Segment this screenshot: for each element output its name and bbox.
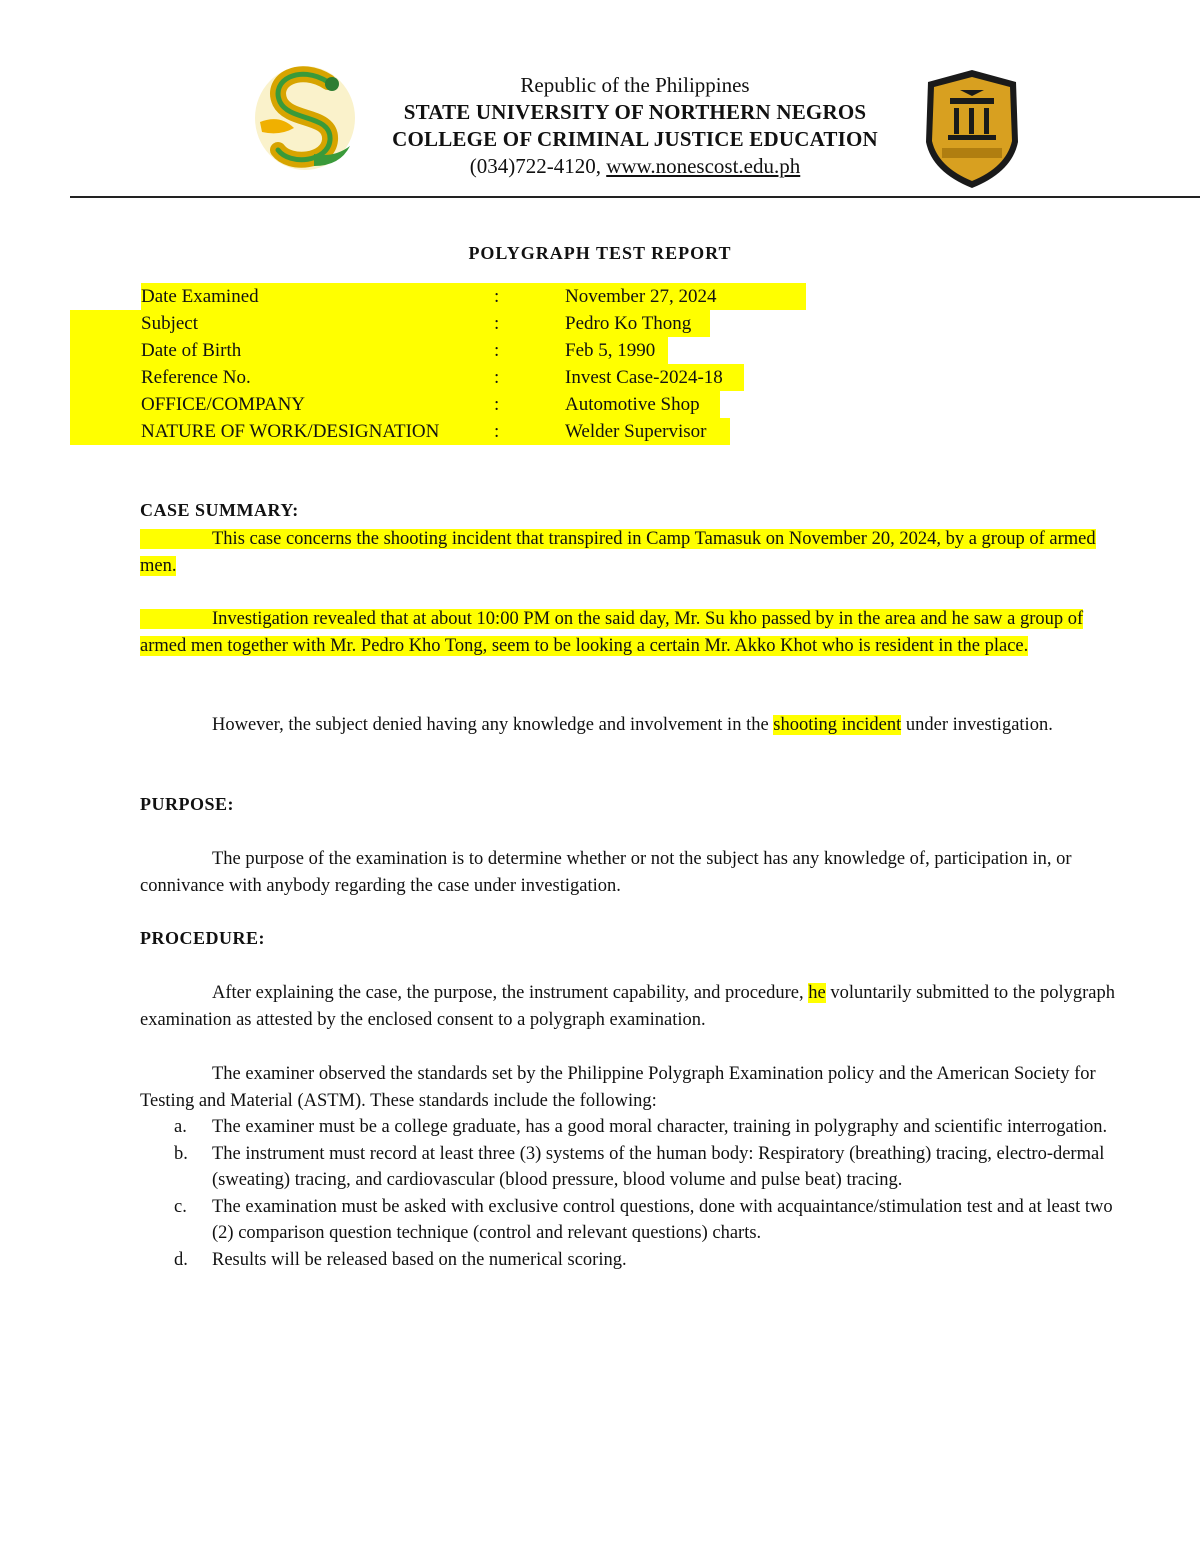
info-value: Pedro Ko Thong: [565, 313, 692, 334]
purpose-paragraph: The purpose of the examination is to determine whether or not the subject has any knowledge of, participation in, or connivance with anybody regarding the case under investigation.: [140, 849, 1072, 896]
procedure-paragraph-2: The examiner observed the standards set by the Philippine Polygraph Examination policy and the American Society for Testing and Material (ASTM). These standards include the following:: [140, 1064, 1096, 1111]
report-title: POLYGRAPH TEST REPORT: [468, 243, 732, 263]
info-label: Subject: [141, 313, 198, 334]
criminal-justice-shield-logo: [922, 68, 1022, 190]
info-row-reference-no: Reference No. : Invest Case-2024-18: [70, 364, 750, 391]
list-item: b. The instrument must record at least three (3) systems of the human body: Respiratory (breathing) tracing, electro-dermal (sweating) tracing, and cardiovascular (blood pressure, blood volume and pulse beat) tracing.: [174, 1143, 1105, 1190]
list-item: c. The examination must be asked with exclusive control questions, done with acquaintance/stimulation test and at least two (2) comparison question technique (control and relevant questions) charts.: [174, 1196, 1113, 1243]
info-label: NATURE OF WORK/DESIGNATION: [141, 421, 440, 442]
info-label: Reference No.: [141, 367, 251, 388]
info-row-nature-of-work: NATURE OF WORK/DESIGNATION : Welder Supervisor: [70, 418, 750, 445]
case-summary-paragraph-3: However, the subject denied having any knowledge and involvement in the shooting incident under investigation.: [212, 715, 1053, 735]
list-item: a. The examiner must be a college graduate, has a good moral character, training in polygraphy and scientific interrogation.: [174, 1117, 1108, 1137]
info-row-office-company: OFFICE/COMPANY : Automotive Shop: [70, 391, 750, 418]
info-label: OFFICE/COMPANY: [141, 394, 306, 415]
college-name: COLLEGE OF CRIMINAL JUSTICE EDUCATION: [392, 127, 878, 151]
subject-info-table: [70, 283, 750, 445]
info-row-subject: Subject : Pedro Ko Thong: [70, 310, 750, 337]
contact-line: [340, 153, 930, 180]
letterhead: [340, 72, 930, 180]
republic-line: Republic of the Philippines: [520, 73, 750, 97]
list-item: d. Results will be released based on the numerical scoring.: [174, 1249, 627, 1270]
info-row-date-examined: Date Examined : November 27, 2024: [70, 283, 750, 310]
info-row-date-of-birth: Date of Birth : Feb 5, 1990: [70, 337, 750, 364]
purpose-heading: PURPOSE:: [140, 794, 234, 814]
university-name: STATE UNIVERSITY OF NORTHERN NEGROS: [403, 100, 867, 124]
case-summary-paragraph-1: This case concerns the shooting incident that transpired in Camp Tamasuk on November 20, 2024, by a group of armed men.: [140, 529, 1096, 576]
case-summary-heading: CASE SUMMARY:: [140, 500, 299, 520]
procedure-heading: PROCEDURE:: [140, 928, 265, 948]
info-value: Automotive Shop: [565, 394, 700, 415]
procedure-paragraph-1: After explaining the case, the purpose, the instrument capability, and procedure, he voluntarily submitted to the polygraph examination as attested by the enclosed consent to a polygraph examination.: [140, 983, 1115, 1030]
website-link[interactable]: www.nonescost.edu.ph: [606, 154, 801, 178]
info-label: Date of Birth: [141, 340, 242, 361]
case-summary-paragraph-2: Investigation revealed that at about 10:00 PM on the said day, Mr. Su kho passed by in the area and he saw a group of armed men together with Mr. Pedro Kho Tong, seem to be looking a certain Mr. Akko Khot who is resident in the place.: [140, 609, 1084, 656]
info-value: Invest Case-2024-18: [565, 367, 723, 388]
header-divider: [70, 196, 1200, 198]
info-label: Date Examined: [141, 286, 259, 307]
phone-number: (034)722-4120,: [469, 154, 607, 178]
info-value: Feb 5, 1990: [565, 340, 656, 361]
info-value: November 27, 2024: [565, 286, 717, 307]
standards-list: [140, 1114, 1130, 1273]
info-value: Welder Supervisor: [565, 421, 707, 442]
